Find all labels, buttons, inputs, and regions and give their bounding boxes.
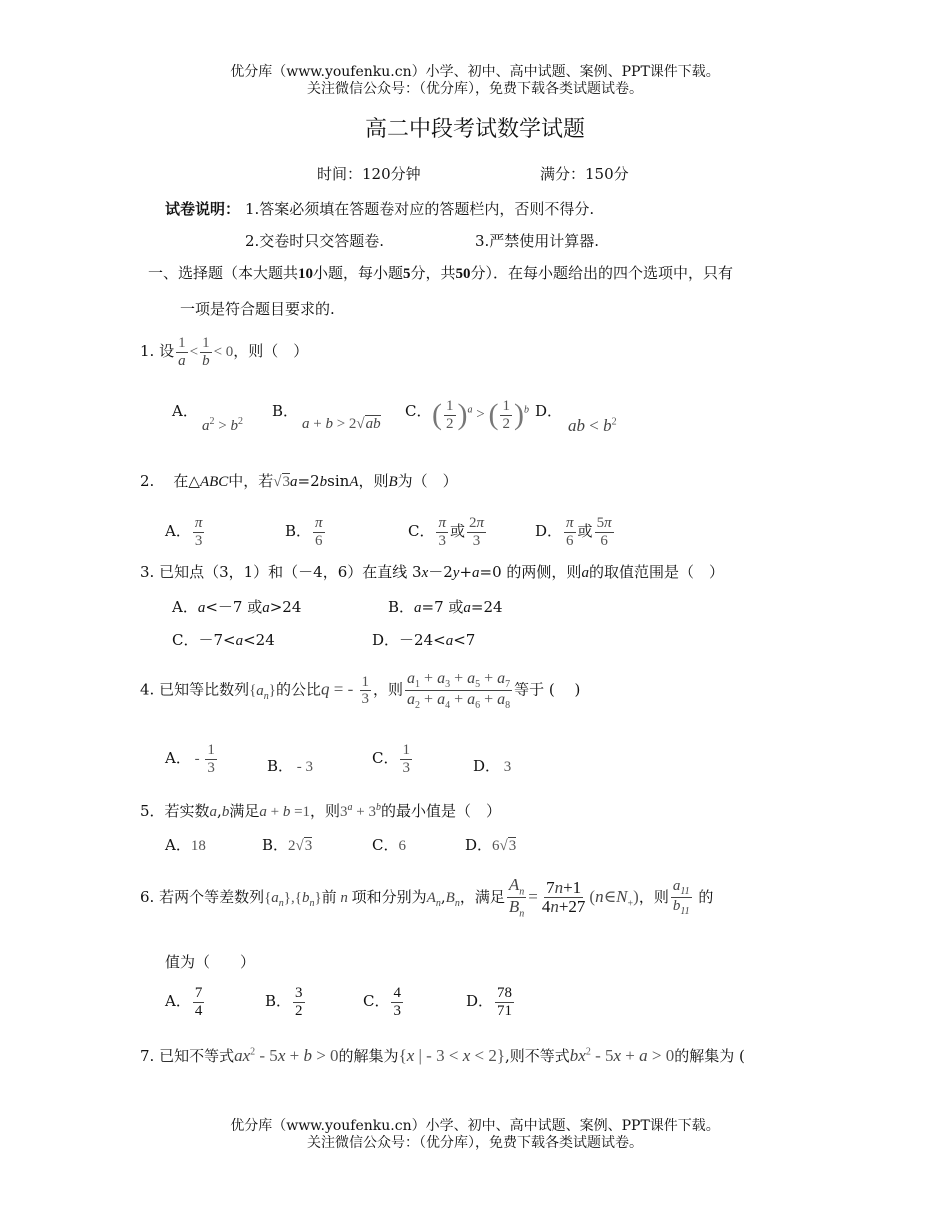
instructions-label: 试卷说明： — [165, 200, 241, 218]
section-1-heading: 一、选择题（本大题共10小题，每小题5分，共50分）．在每小题给出的四个选项中，只有 — [148, 264, 734, 282]
q1-option-a-expr: $a^2 > b^2$ — [202, 416, 243, 434]
section-1-heading-line-2: 一项是符合题目要求的. — [180, 300, 335, 318]
q1-option-a: A． — [172, 402, 198, 420]
q4-option-b: B． - 3 — [267, 757, 314, 775]
q6-option-a: A． $\frac{7}{4}$ — [165, 985, 203, 1019]
q4-option-d: D． 3 — [473, 757, 512, 775]
instruction-1: 1.答案必须填在答题卷对应的答题栏内，否则不得分. — [245, 200, 595, 218]
q1-option-c-expr: ( $\frac{1}{2}$ )$^a$ > ( $\frac{1}{2}$ )$^b$ — [432, 398, 529, 432]
q5-option-c: C．6 — [372, 836, 406, 854]
q4-option-c: C． $\frac{1}{3}$ — [372, 742, 410, 776]
q5-option-b: B．2√3 — [262, 836, 313, 854]
q3-option-a: A．a<－7 或a>24 — [172, 598, 302, 616]
q4-option-a: A． - $\frac{1}{3}$ — [165, 742, 215, 776]
q2-option-b: B． $\frac{\pi}{6}$ — [285, 515, 323, 549]
q2-option-a: A． $\frac{\pi}{3}$ — [165, 515, 203, 549]
question-6: 6. 若两个等差数列$\{a_n\},\{b_n\}$前 n 项和分别为$A_n,B_n$，满足 $\frac{A_n}{B_n}$ = $\frac{7n+1}{4n+27}$ $(n\in N_+)$，则 $\frac{a_{11}}{b_{11}}$ 的 — [140, 875, 714, 920]
header-line-1: 优分库（www.youfenku.cn）小学、初中、高中试题、案例、PPT课件下载。 — [230, 64, 720, 80]
question-3: 3. 已知点（3，1）和（－4，6）在直线 3x－2y+a=0 的两侧，则a的取值范围是（ ） — [140, 563, 724, 581]
instruction-2: 2.交卷时只交答题卷. — [245, 232, 385, 250]
question-6-line-2: 值为（ ） — [165, 953, 256, 971]
exam-score: 满分：150分 — [540, 165, 629, 183]
footer-line-1: 优分库（www.youfenku.cn）小学、初中、高中试题、案例、PPT课件下载。 — [230, 1118, 720, 1134]
question-7: 7. 已知不等式$ax^2 - 5x + b > 0$的解集为{x | - 3 < x < 2},则不等式$bx^2 - 5x + a > 0$的解集为 ( — [140, 1046, 745, 1065]
header-line-2: 关注微信公众号：（优分库），免费下载各类试题试卷。 — [307, 81, 643, 97]
instruction-3: 3.严禁使用计算器. — [475, 232, 600, 250]
q1-option-c: C． — [405, 402, 432, 420]
q2-option-d: D． $\frac{\pi}{6}$ 或 $\frac{5\pi}{6}$ — [535, 515, 612, 549]
footer-line-2: 关注微信公众号：（优分库），免费下载各类试题试卷。 — [307, 1135, 643, 1151]
page-title: 高二中段考试数学试题 — [364, 117, 585, 142]
q6-option-b: B． $\frac{3}{2}$ — [265, 985, 303, 1019]
q5-option-a: A．18 — [165, 836, 206, 854]
q6-option-c: C． $\frac{4}{3}$ — [363, 985, 401, 1019]
question-1: 1. 设 $\frac{1}{a}$ < $\frac{1}{b}$ < 0，则（ ） — [140, 335, 309, 369]
question-5: 5．若实数a,b满足a + b =1，则$3^a + 3^b$的最小值是（ ） — [140, 802, 502, 820]
question-2: 2. 在△ABC中，若√3a=2bsinA，则B为（ ） — [140, 472, 458, 490]
q1-option-b-expr: a + b > 2√ab — [302, 416, 381, 432]
q1-option-d-expr: ab < $b^2$ — [568, 416, 617, 435]
q2-option-c: C． $\frac{\pi}{3}$ 或 $\frac{2\pi}{3}$ — [408, 515, 485, 549]
q3-option-d: D．－24<a<7 — [372, 631, 476, 649]
q5-option-d: D．6√3 — [465, 836, 517, 854]
exam-time: 时间：120分钟 — [317, 165, 421, 183]
q3-option-c: C．－7<a<24 — [172, 631, 275, 649]
q1-option-b: B． — [272, 402, 299, 420]
q3-option-b: B．a=7 或a=24 — [388, 598, 503, 616]
q1-option-d: D． — [535, 402, 563, 420]
q6-option-d: D． $\frac{78}{71}$ — [466, 985, 513, 1019]
question-4: 4. 已知等比数列$\{a_n\}$的公比q = - $\frac{1}{3}$ ，则 $\frac{a_1 + a_3 + a_5 + a_7}{a_2 + a_4 + a_6 + a_8}$ 等于 ( ) — [140, 670, 581, 712]
